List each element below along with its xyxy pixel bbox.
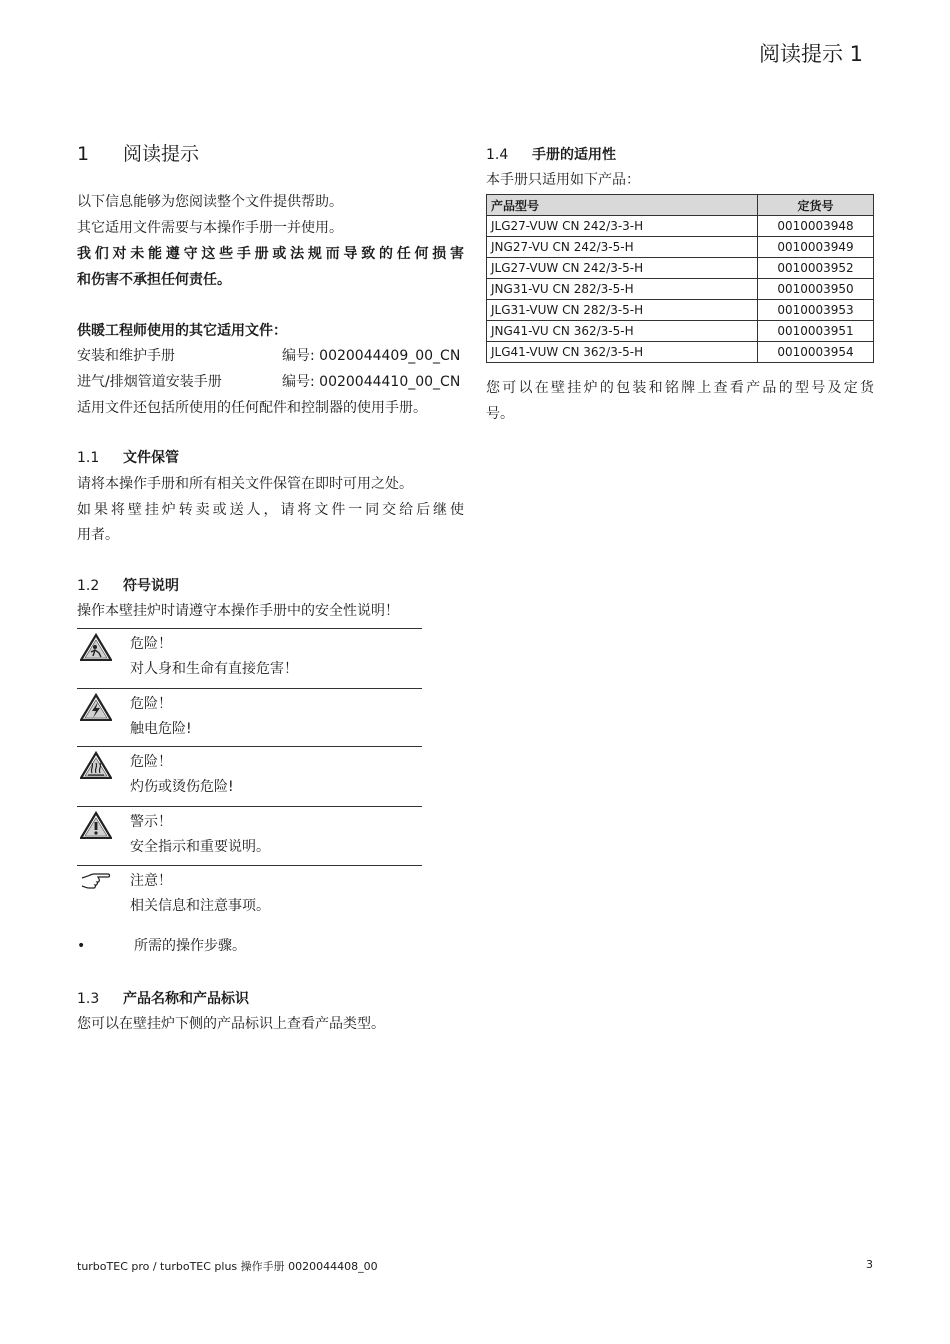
section-number: 1: [77, 143, 90, 165]
symbol-label: 危险！: [130, 636, 172, 652]
symbol-description: 相关信息和注意事项。: [130, 898, 270, 914]
table-row: [487, 279, 874, 300]
order-no-cell: 0010003954: [758, 342, 874, 363]
storage-line-2: 如果将壁挂炉转卖或送人，请将文件一同交给后继使: [77, 502, 464, 518]
table-row: [487, 300, 874, 321]
person-hazard-icon: [80, 633, 112, 661]
symbol-row-hot-surface: [77, 746, 422, 805]
model-cell: JLG41-VUW CN 362/3-5-H: [487, 342, 758, 363]
section-number: 1.3: [77, 991, 100, 1007]
liability-line-2: 和伤害不承担任何责任。: [77, 272, 231, 288]
liability-line-1: 我们对未能遵守这些手册或法规而导致的任何损害: [77, 246, 464, 262]
section-1-3-heading: [77, 988, 249, 1008]
doc-name: 进气/排烟管道安装手册: [77, 374, 222, 390]
order-no-cell: 0010003948: [758, 216, 874, 237]
table-row: [487, 258, 874, 279]
order-no-cell: 0010003950: [758, 279, 874, 300]
step-description: 所需的操作步骤。: [134, 938, 246, 954]
applicability-intro: 本手册只适用如下产品：: [486, 172, 640, 188]
doc-code: 编号: 0020044409_00_CN: [282, 348, 461, 364]
model-cell: JNG31-VU CN 282/3-5-H: [487, 279, 758, 300]
symbol-description: 安全指示和重要说明。: [130, 839, 270, 855]
hot-surface-icon: [80, 751, 112, 779]
symbol-label: 注意！: [130, 873, 172, 889]
storage-line-3: 用者。: [77, 527, 119, 543]
section-number: 1.4: [486, 147, 509, 163]
nameplate-note-line-2: 号。: [486, 406, 514, 422]
other-docs-heading: 供暖工程师使用的其它适用文件：: [77, 323, 287, 339]
column-header-model: 产品型号: [487, 195, 758, 216]
nameplate-note-line-1: 您可以在壁挂炉的包装和铭牌上查看产品的型号及定货: [486, 380, 874, 396]
symbol-label: 危险！: [130, 696, 172, 712]
product-id-text: 您可以在壁挂炉下侧的产品标识上查看产品类型。: [77, 1016, 385, 1032]
symbol-row-electric-hazard: [77, 688, 422, 747]
intro-line-2: 其它适用文件需要与本操作手册一并使用。: [77, 220, 343, 236]
section-title: 符号说明: [123, 578, 179, 594]
table-row: [487, 237, 874, 258]
exclamation-warning-icon: [80, 811, 112, 839]
section-title: 手册的适用性: [532, 147, 616, 163]
model-cell: JNG41-VU CN 362/3-5-H: [487, 321, 758, 342]
section-1-heading: [77, 139, 199, 166]
doc-ref-row: [77, 343, 464, 369]
symbol-row-warning: [77, 806, 422, 865]
order-no-cell: 0010003951: [758, 321, 874, 342]
table-row: [487, 342, 874, 363]
order-no-cell: 0010003952: [758, 258, 874, 279]
symbol-label: 危险！: [130, 754, 172, 770]
section-1-4-heading: [486, 144, 616, 164]
table-row: [487, 216, 874, 237]
storage-line-1: 请将本操作手册和所有相关文件保管在即时可用之处。: [77, 476, 413, 492]
model-cell: JLG31-VUW CN 282/3-5-H: [487, 300, 758, 321]
electric-hazard-icon: [80, 693, 112, 721]
section-number: 1.2: [77, 578, 100, 594]
section-title: 文件保管: [123, 450, 179, 466]
column-header-order-no: 定货号: [758, 195, 874, 216]
doc-ref-row: [77, 369, 464, 395]
symbols-intro: 操作本壁挂炉时请遵守本操作手册中的安全性说明！: [77, 603, 399, 619]
table-header-row: [487, 195, 874, 216]
order-no-cell: 0010003949: [758, 237, 874, 258]
model-cell: JNG27-VU CN 242/3-5-H: [487, 237, 758, 258]
product-table: [486, 194, 874, 363]
page-header-title: 阅读提示 1: [758, 42, 863, 66]
model-cell: JLG27-VUW CN 242/3-3-H: [487, 216, 758, 237]
symbol-description: 对人身和生命有直接危害！: [130, 661, 298, 677]
symbol-description: 触电危险!: [130, 721, 192, 737]
section-title: 产品名称和产品标识: [123, 991, 249, 1007]
symbol-row-note: [77, 865, 422, 924]
symbol-description: 灼伤或烫伤危险!: [130, 779, 234, 795]
section-1-2-heading: [77, 575, 179, 595]
doc-code: 编号: 0020044410_00_CN: [282, 374, 461, 390]
order-no-cell: 0010003953: [758, 300, 874, 321]
page-number: 3: [866, 1258, 873, 1271]
intro-line-1: 以下信息能够为您阅读整个文件提供帮助。: [77, 194, 343, 210]
pointing-hand-icon: [80, 868, 112, 896]
symbol-label: 警示！: [130, 814, 172, 830]
footer-doc-title: turboTEC pro / turboTEC plus 操作手册 0020044408_00: [77, 1260, 378, 1273]
docs-note: 适用文件还包括所使用的任何配件和控制器的使用手册。: [77, 400, 427, 416]
doc-name: 安装和维护手册: [77, 348, 175, 364]
model-cell: JLG27-VUW CN 242/3-5-H: [487, 258, 758, 279]
table-row: [487, 321, 874, 342]
section-title: 阅读提示: [123, 143, 200, 165]
section-number: 1.1: [77, 450, 100, 466]
section-1-1-heading: [77, 447, 179, 467]
bullet-marker: •: [77, 938, 86, 954]
symbol-row-person-hazard: [77, 628, 422, 687]
